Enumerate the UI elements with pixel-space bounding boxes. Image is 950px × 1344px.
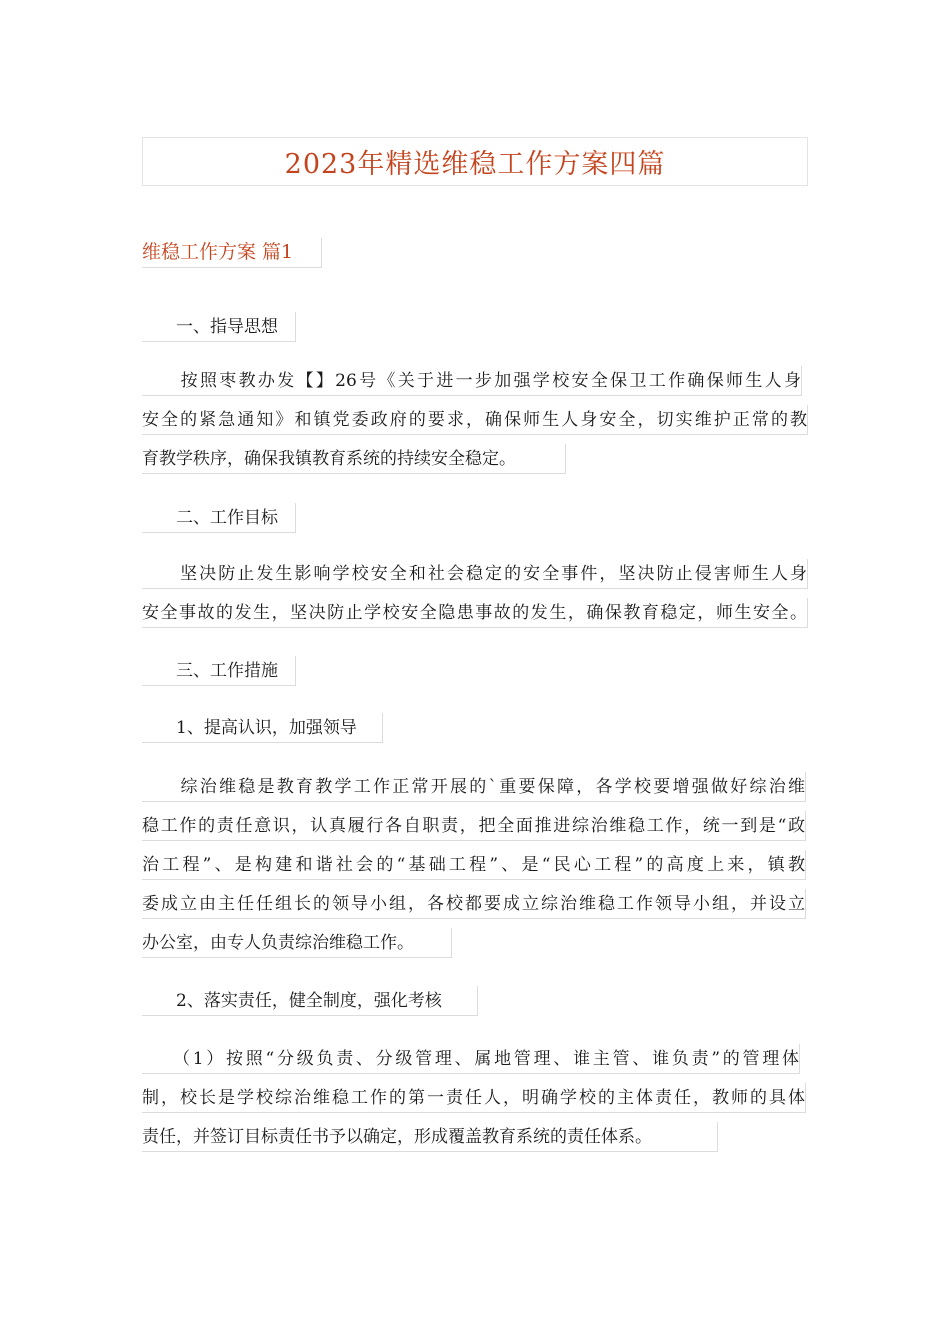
title-box bbox=[142, 137, 808, 186]
heading-work-measures: 三、工作措施 bbox=[142, 656, 296, 686]
paragraph-line: 责任，并签订目标责任书予以确定，形成覆盖教育系统的责任体系。 bbox=[142, 1122, 718, 1152]
paragraph-line: 制，校长是学校综治维稳工作的第一责任人，明确学校的主体责任，教师的具体 bbox=[142, 1083, 806, 1113]
paragraph-line: 委成立由主任任组长的领导小组，各校都要成立综治维稳工作领导小组，并设立 bbox=[142, 889, 806, 919]
paragraph-line: （1）按照“分级负责、分级管理、属地管理、谁主管、谁负责”的管理体 bbox=[142, 1044, 800, 1074]
paragraph-line: 安全事故的发生，坚决防止学校安全隐患事故的发生，确保教育稳定，师生安全。 bbox=[142, 598, 808, 628]
paragraph-line: 按照枣教办发【】26号《关于进一步加强学校安全保卫工作确保师生人身 bbox=[142, 366, 802, 396]
heading-work-goals: 二、工作目标 bbox=[142, 503, 296, 533]
document-title: 2023年精选维稳工作方案四篇 bbox=[284, 149, 666, 180]
paragraph-line: 稳工作的责任意识，认真履行各自职责，把全面推进综治维稳工作，统一到是“政 bbox=[142, 811, 806, 841]
paragraph-line: 办公室，由专人负责综治维稳工作。 bbox=[142, 928, 452, 958]
heading-guiding-ideology: 一、指导思想 bbox=[142, 312, 296, 342]
subheading-raise-awareness: 1、提高认识，加强领导 bbox=[142, 713, 383, 743]
paragraph-line: 坚决防止发生影响学校安全和社会稳定的安全事件，坚决防止侵害师生人身 bbox=[142, 559, 808, 589]
paragraph-line: 综治维稳是教育教学工作正常开展的`重要保障，各学校要增强做好综治维 bbox=[142, 772, 806, 802]
section-heading: 维稳工作方案 篇1 bbox=[142, 238, 322, 268]
paragraph-line: 育教学秩序，确保我镇教育系统的持续安全稳定。 bbox=[142, 444, 566, 474]
paragraph-line: 治工程”、是构建和谐社会的“基础工程”、是“民心工程”的高度上来，镇教 bbox=[142, 850, 806, 880]
paragraph-line: 安全的紧急通知》和镇党委政府的要求，确保师生人身安全，切实维护正常的教 bbox=[142, 405, 808, 435]
subheading-implement-responsibility: 2、落实责任，健全制度，强化考核 bbox=[142, 986, 478, 1016]
